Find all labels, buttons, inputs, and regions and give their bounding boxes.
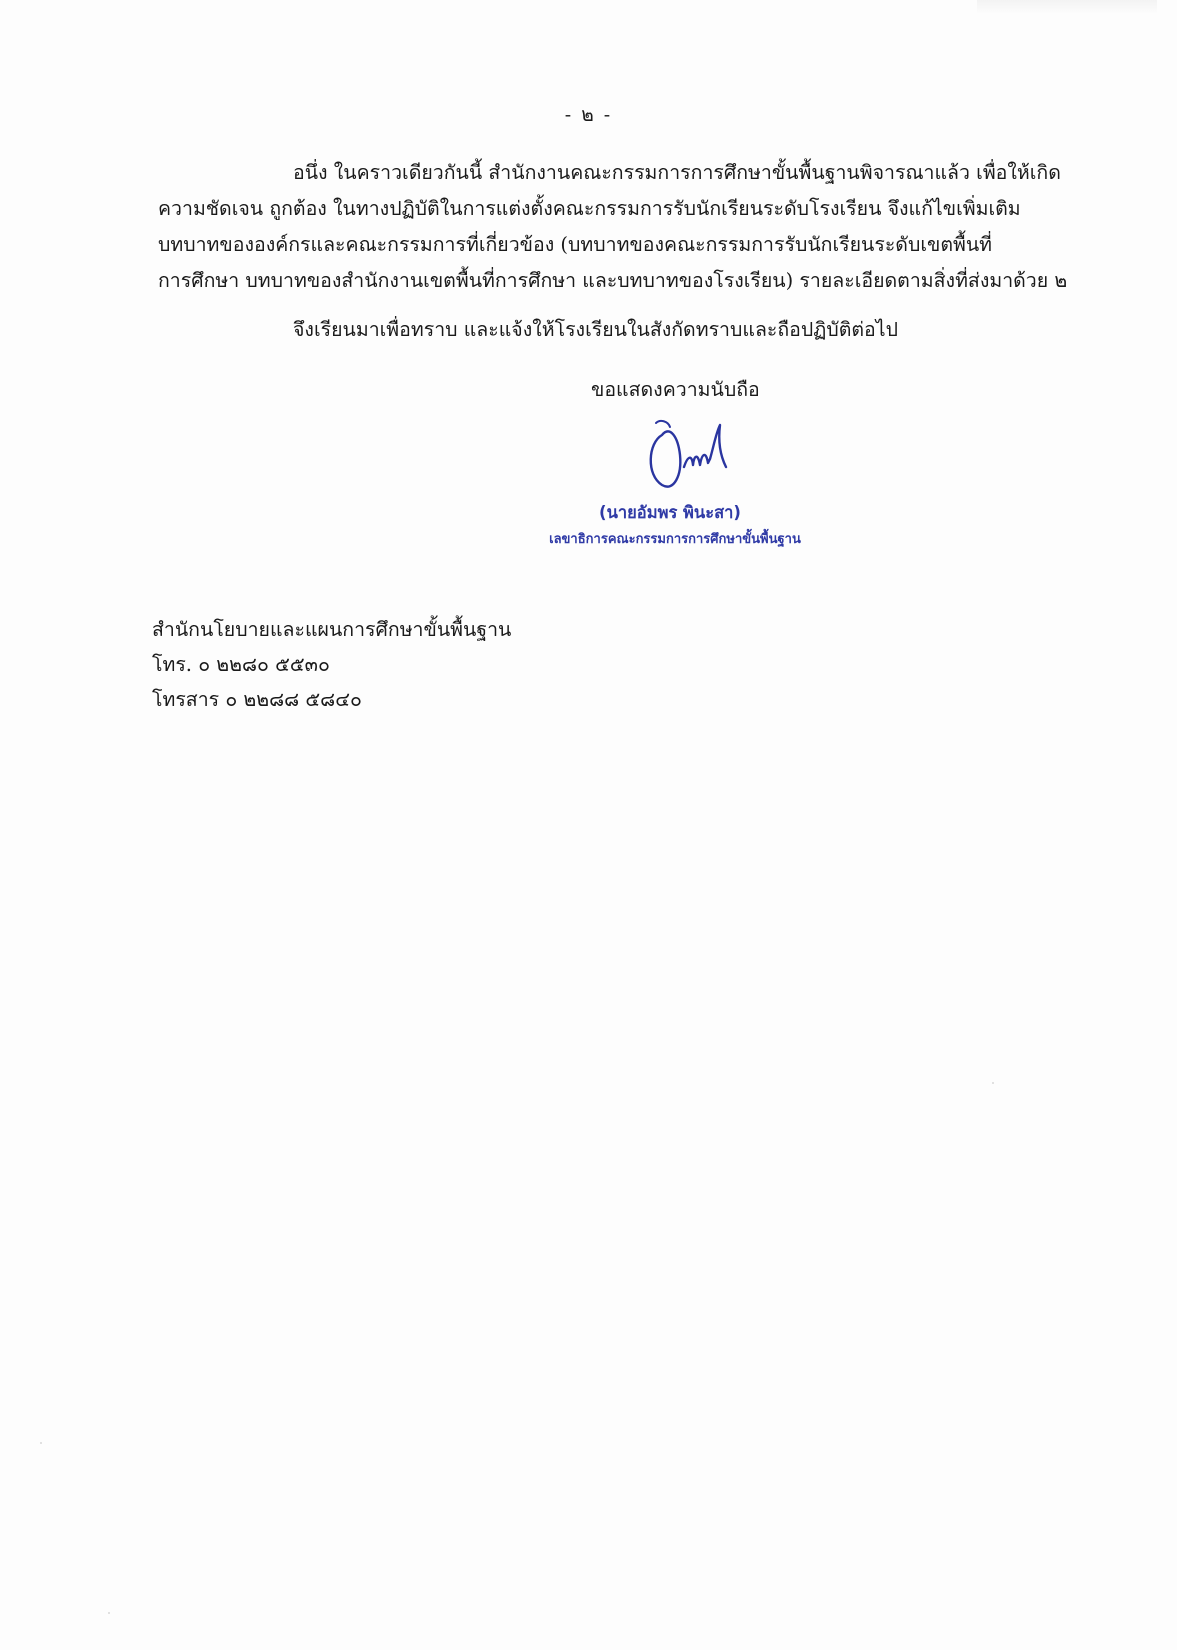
phone-number: โทร. ๐ ๒๒๘๐ ๕๕๓๐ xyxy=(152,653,330,676)
scan-speck xyxy=(992,1082,994,1084)
scan-smudge xyxy=(977,0,1157,14)
regards-text: ขอแสดงความนับถือ xyxy=(591,378,760,401)
paragraph-line: อนึ่ง ในคราวเดียวกันนี้ สำนักงานคณะกรรมการการศึกษาขั้นพื้นฐานพิจารณาแล้ว เพื่อให้เกิด xyxy=(293,161,1061,184)
signer-name: (นายอัมพร พินะสา) xyxy=(599,503,741,522)
scan-speck xyxy=(108,1612,110,1614)
paragraph-line: บทบาทขององค์กรและคณะกรรมการที่เกี่ยวข้อง (บทบาทของคณะกรรมการรับนักเรียนระดับเขตพื้นที่ xyxy=(158,233,993,256)
handwritten-signature xyxy=(640,415,750,495)
signer-title: เลขาธิการคณะกรรมการการศึกษาขั้นพื้นฐาน xyxy=(549,532,801,547)
office-name: สำนักนโยบายและแผนการศึกษาขั้นพื้นฐาน xyxy=(152,618,512,641)
scan-speck xyxy=(40,1442,42,1444)
page-number: - ๒ - xyxy=(564,104,613,126)
closing-sentence: จึงเรียนมาเพื่อทราบ และแจ้งให้โรงเรียนในสังกัดทราบและถือปฏิบัติต่อไป xyxy=(293,318,898,341)
paragraph-body xyxy=(158,155,1068,299)
fax-number: โทรสาร ๐ ๒๒๘๘ ๕๘๔๐ xyxy=(152,688,362,711)
contact-block xyxy=(152,612,511,717)
paragraph-line: การศึกษา บทบาทของสำนักงานเขตพื้นที่การศึกษา และบทบาทของโรงเรียน) รายละเอียดตามสิ่งที่ส่งมาด้วย ๒ xyxy=(158,269,1068,292)
paragraph-line: ความชัดเจน ถูกต้อง ในทางปฏิบัติในการแต่งตั้งคณะกรรมการรับนักเรียนระดับโรงเรียน จึงแก้ไขเพิ่มเติม xyxy=(158,197,1021,220)
